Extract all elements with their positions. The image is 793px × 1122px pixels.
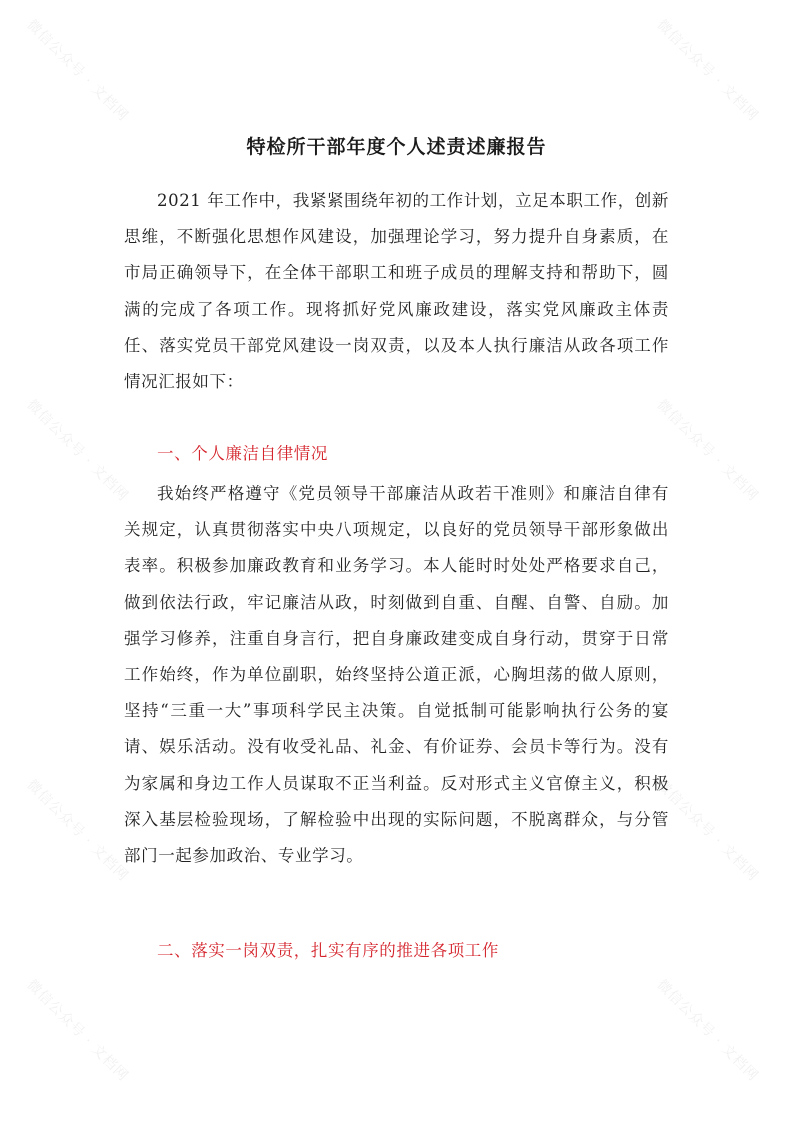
watermark-text: 微信公众号 · 文档网 bbox=[653, 976, 762, 1085]
watermark-text: 微信公众号 · 文档网 bbox=[653, 16, 762, 125]
body-paragraph-section-1: 我始终严格遵守《党员领导干部廉洁从政若干准则》和廉洁自律有关规定，认真贯彻落实中央八项规定，以良好的党员领导干部形象做出表率。积极参加廉政教育和业务学习。本人能时时处处严格要求自己，做到依法行政，牢记廉洁从政，时刻做到自重、自醒、自警、自励。加强学习修养，注重自身言行，把自身廉政建变成自身行动，贯穿于日常工作始终，作为单位副职，始终坚持公道正派，心胸坦荡的做人原则，坚持“三重一大”事项科学民主决策。自觉抵制可能影响执行公务的宴请、娱乐活动。没有收受礼品、礼金、有价证券、会员卡等行为。没有为家属和身边工作人员谋取不正当利益。反对形式主义官僚主义，积极深入基层检验现场，了解检验中出现的实际问题，不脱离群众，与分管部门一起参加政治、专业学习。 bbox=[124, 484, 669, 866]
section-heading-2: 二、落实一岗双责，扎实有序的推进各项工作 bbox=[157, 941, 499, 960]
body-paragraph-intro: 2021 年工作中，我紧紧围绕年初的工作计划，立足本职工作，创新思维，不断强化思想作风建设，加强理论学习，努力提升自身素质，在市局正确领导下，在全体干部职工和班子成员的理解支持和帮助下，圆满的完成了各项工作。现将抓好党风廉政建设，落实党风廉政主体责任、落实党员干部党风建设一岗双责，以及本人执行廉洁从政各项工作情况汇报如下： bbox=[124, 191, 669, 392]
section-heading-1: 一、个人廉洁自律情况 bbox=[157, 444, 328, 463]
watermark-text: 微信公众号 · 文档网 bbox=[653, 396, 762, 505]
document-title: 特检所干部年度个人述责述廉报告 bbox=[246, 136, 547, 158]
watermark-text: 微信公众号 · 文档网 bbox=[23, 976, 132, 1085]
watermark-text: 微信公众号 · 文档网 bbox=[23, 396, 132, 505]
watermark-text: 微信公众号 · 文档网 bbox=[23, 16, 132, 125]
watermark-text: 微信公众号 · 文档网 bbox=[23, 776, 132, 885]
watermark-text: 微信公众号 · 文档网 bbox=[653, 776, 762, 885]
